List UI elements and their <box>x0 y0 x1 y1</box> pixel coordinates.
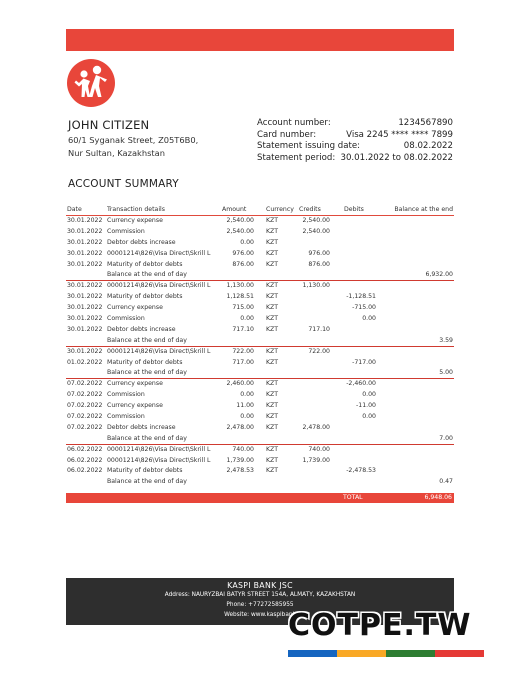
balance-row <box>66 336 454 347</box>
cell-currency: KZT <box>266 402 279 410</box>
cell-currency: KZT <box>266 304 279 312</box>
cell-debits: 0.00 <box>362 413 376 421</box>
cell-date: 07.02.2022 <box>67 391 103 399</box>
account-summary-title: ACCOUNT SUMMARY <box>68 178 179 190</box>
cell-debits: -715.00 <box>352 304 376 312</box>
customer-info <box>68 118 258 159</box>
header-balance: Balance at the end <box>394 206 453 213</box>
footer-website: Website: www.kaspibank <box>224 612 296 618</box>
cell-currency: KZT <box>266 217 279 224</box>
cell-date: 07.02.2022 <box>67 402 103 410</box>
cell-currency: KZT <box>266 456 279 464</box>
cell-debits: -2,478.53 <box>346 467 376 475</box>
cell-currency: KZT <box>266 227 279 235</box>
cell-amount: 717.00 <box>232 358 254 366</box>
cell-currency: KZT <box>266 249 279 257</box>
table-body <box>66 216 454 488</box>
watermark-stripe <box>386 650 435 657</box>
table-row <box>66 466 454 477</box>
cell-date: 07.02.2022 <box>67 380 103 388</box>
cell-date: 01.02.2022 <box>67 358 103 366</box>
cell-currency: KZT <box>266 423 279 431</box>
table-row <box>66 260 454 271</box>
cell-details: 00001214\826\Visa Direct\Skrill L <box>107 347 211 355</box>
cell-balance: 3.59 <box>439 336 453 344</box>
cell-details: Commission <box>107 413 145 421</box>
cell-credits: 1,130.00 <box>302 282 330 290</box>
cell-date: 06.02.2022 <box>67 467 103 475</box>
issuing-date-value: 08.02.2022 <box>403 141 453 151</box>
cell-debits: 0.00 <box>362 315 376 323</box>
cell-balance: 7.00 <box>439 434 453 442</box>
cell-date: 07.02.2022 <box>67 413 103 421</box>
watermark-stripe <box>288 650 337 657</box>
cell-currency: KZT <box>266 347 279 355</box>
statement-period-label: Statement period: <box>257 152 336 163</box>
cell-credits: 976.00 <box>308 249 330 257</box>
cell-amount: 2,540.00 <box>226 217 254 224</box>
cell-details: Balance at the end of day <box>107 271 187 279</box>
cell-amount: 2,540.00 <box>226 227 254 235</box>
table-row <box>66 445 454 456</box>
table-row <box>66 227 454 238</box>
card-number-value: Visa 2245 **** **** 7899 <box>346 129 453 140</box>
cell-details: Debtor debts increase <box>107 238 176 246</box>
cell-details: 00001214\826\Visa Direct\Skrill L <box>107 445 211 453</box>
cell-currency: KZT <box>266 467 279 475</box>
account-number-row <box>257 118 453 130</box>
cell-amount: 0.00 <box>240 315 254 323</box>
header-details: Transaction details <box>107 206 165 213</box>
cell-date: 30.01.2022 <box>67 260 103 268</box>
cell-currency: KZT <box>266 238 279 246</box>
cell-credits: 717.10 <box>308 325 330 333</box>
cell-details: Balance at the end of day <box>107 434 187 442</box>
cell-details: Commission <box>107 227 145 235</box>
table-row <box>66 238 454 249</box>
card-number-row <box>257 130 453 142</box>
customer-address-line1: 60/1 Syganak Street, Z05T6B0, <box>68 135 199 145</box>
table-row <box>66 412 454 423</box>
cell-credits: 2,540.00 <box>302 227 330 235</box>
total-value: 6,948.06 <box>424 494 452 501</box>
cell-credits: 740.00 <box>308 445 330 453</box>
cell-details: Debtor debts increase <box>107 423 176 431</box>
watermark-text: COTPE.TW <box>288 608 472 643</box>
table-row <box>66 314 454 325</box>
cell-currency: KZT <box>266 325 279 333</box>
cell-credits: 876.00 <box>308 260 330 268</box>
cell-amount: 0.00 <box>240 238 254 246</box>
cell-details: Maturity of debtor debts <box>107 467 183 475</box>
watermark-stripe <box>337 650 386 657</box>
cell-balance: 5.00 <box>439 369 453 377</box>
table-row <box>66 325 454 336</box>
cell-amount: 0.00 <box>240 391 254 399</box>
customer-name: JOHN CITIZEN <box>68 118 150 132</box>
cell-date: 30.01.2022 <box>67 315 103 323</box>
table-row <box>66 390 454 401</box>
cell-amount: 722.00 <box>232 347 254 355</box>
cell-currency: KZT <box>266 260 279 268</box>
watermark <box>288 608 484 658</box>
cell-amount: 2,478.53 <box>226 467 254 475</box>
cell-details: Debtor debts increase <box>107 325 176 333</box>
cell-date: 30.01.2022 <box>67 249 103 257</box>
transactions-table <box>66 204 454 488</box>
cell-amount: 876.00 <box>232 260 254 268</box>
cell-details: Maturity of debtor debts <box>107 358 183 366</box>
cell-balance: 6,932.00 <box>425 271 453 279</box>
account-number-value: 1234567890 <box>398 118 453 128</box>
cell-details: Currency expense <box>107 402 163 410</box>
cell-details: Balance at the end of day <box>107 478 187 486</box>
balance-row <box>66 477 454 488</box>
footer-bank-name: KASPI BANK JSC <box>227 581 293 590</box>
cell-amount: 11.00 <box>236 402 254 410</box>
cell-credits: 1,739.00 <box>302 456 330 464</box>
cell-balance: 0.47 <box>439 478 453 486</box>
cell-currency: KZT <box>266 293 279 301</box>
cell-details: Balance at the end of day <box>107 336 187 344</box>
cell-amount: 1,130.00 <box>226 282 254 290</box>
cell-credits: 2,540.00 <box>302 217 330 224</box>
cell-amount: 717.10 <box>232 325 254 333</box>
cell-details: Currency expense <box>107 217 163 224</box>
table-row <box>66 456 454 467</box>
table-row <box>66 292 454 303</box>
cell-date: 30.01.2022 <box>67 325 103 333</box>
cell-date: 30.01.2022 <box>67 227 103 235</box>
table-row <box>66 249 454 260</box>
table-row <box>66 303 454 314</box>
table-row <box>66 358 454 369</box>
cell-amount: 1,739.00 <box>226 456 254 464</box>
cell-currency: KZT <box>266 380 279 388</box>
statement-period-value: 30.01.2022 to 08.02.2022 <box>340 152 453 163</box>
watermark-stripe <box>435 650 484 657</box>
cell-currency: KZT <box>266 445 279 453</box>
cell-currency: KZT <box>266 315 279 323</box>
cell-date: 30.01.2022 <box>67 347 103 355</box>
card-number-label: Card number: <box>257 129 317 140</box>
account-number-label: Account number: <box>257 118 331 128</box>
header-debits: Debits <box>344 206 364 213</box>
table-row <box>66 423 454 434</box>
cell-credits: 722.00 <box>308 347 330 355</box>
cell-details: Currency expense <box>107 380 163 388</box>
account-info <box>257 118 453 164</box>
cell-amount: 740.00 <box>232 445 254 453</box>
cell-debits: -2,460.00 <box>346 380 376 388</box>
cell-amount: 1,128.51 <box>226 293 254 301</box>
balance-row <box>66 270 454 281</box>
cell-debits: -11.00 <box>356 402 376 410</box>
watermark-color-stripes <box>288 650 484 657</box>
cell-details: Commission <box>107 391 145 399</box>
cell-amount: 2,460.00 <box>226 380 254 388</box>
table-row <box>66 379 454 390</box>
cell-details: Balance at the end of day <box>107 369 187 377</box>
issuing-date-row <box>257 141 453 153</box>
statement-period-row <box>257 153 453 165</box>
cell-date: 30.01.2022 <box>67 238 103 246</box>
total-row <box>66 493 454 503</box>
table-row <box>66 347 454 358</box>
footer-phone: Phone: +77272585955 <box>226 602 294 608</box>
cell-currency: KZT <box>266 391 279 399</box>
cell-currency: KZT <box>266 413 279 421</box>
cell-date: 06.02.2022 <box>67 445 103 453</box>
bank-logo-icon <box>67 59 115 107</box>
total-label: TOTAL <box>343 494 363 501</box>
issuing-date-label: Statement issuing date: <box>257 141 361 151</box>
cell-amount: 0.00 <box>240 413 254 421</box>
cell-details: Maturity of debtor debts <box>107 260 183 268</box>
header-currency: Currency <box>266 206 294 213</box>
cell-date: 07.02.2022 <box>67 423 103 431</box>
cell-details: Maturity of debtor debts <box>107 293 183 301</box>
cell-debits: 0.00 <box>362 391 376 399</box>
cell-currency: KZT <box>266 358 279 366</box>
cell-details: 00001214\826\Visa Direct\Skrill L <box>107 456 211 464</box>
cell-date: 30.01.2022 <box>67 293 103 301</box>
cell-details: 00001214\826\Visa Direct\Skrill L <box>107 249 211 257</box>
table-row <box>66 281 454 292</box>
cell-details: Commission <box>107 315 145 323</box>
cell-date: 30.01.2022 <box>67 282 103 290</box>
customer-address-line2: Nur Sultan, Kazakhstan <box>68 147 166 158</box>
cell-amount: 976.00 <box>232 249 254 257</box>
balance-row <box>66 434 454 445</box>
cell-credits: 2,478.00 <box>302 423 330 431</box>
cell-date: 06.02.2022 <box>67 456 103 464</box>
cell-date: 30.01.2022 <box>67 217 103 224</box>
cell-details: 00001214\826\Visa Direct\Skrill L <box>107 282 211 290</box>
table-header-row <box>66 204 454 216</box>
header-date: Date <box>67 206 82 213</box>
cell-amount: 2,478.00 <box>226 423 254 431</box>
cell-currency: KZT <box>266 282 279 290</box>
header-amount: Amount <box>222 206 247 213</box>
cell-amount: 715.00 <box>232 304 254 312</box>
balance-row <box>66 368 454 379</box>
cell-debits: -1,128.51 <box>346 293 376 301</box>
header-accent-bar <box>66 29 454 51</box>
cell-debits: -717.00 <box>352 358 376 366</box>
table-row <box>66 216 454 227</box>
cell-details: Currency expense <box>107 304 163 312</box>
cell-date: 30.01.2022 <box>67 304 103 312</box>
footer-address: Address: NAURYZBAI BATYR STREET 154A, ALMATY, KAZAKHSTAN <box>164 592 356 598</box>
table-row <box>66 401 454 412</box>
header-credits: Credits <box>299 206 321 213</box>
